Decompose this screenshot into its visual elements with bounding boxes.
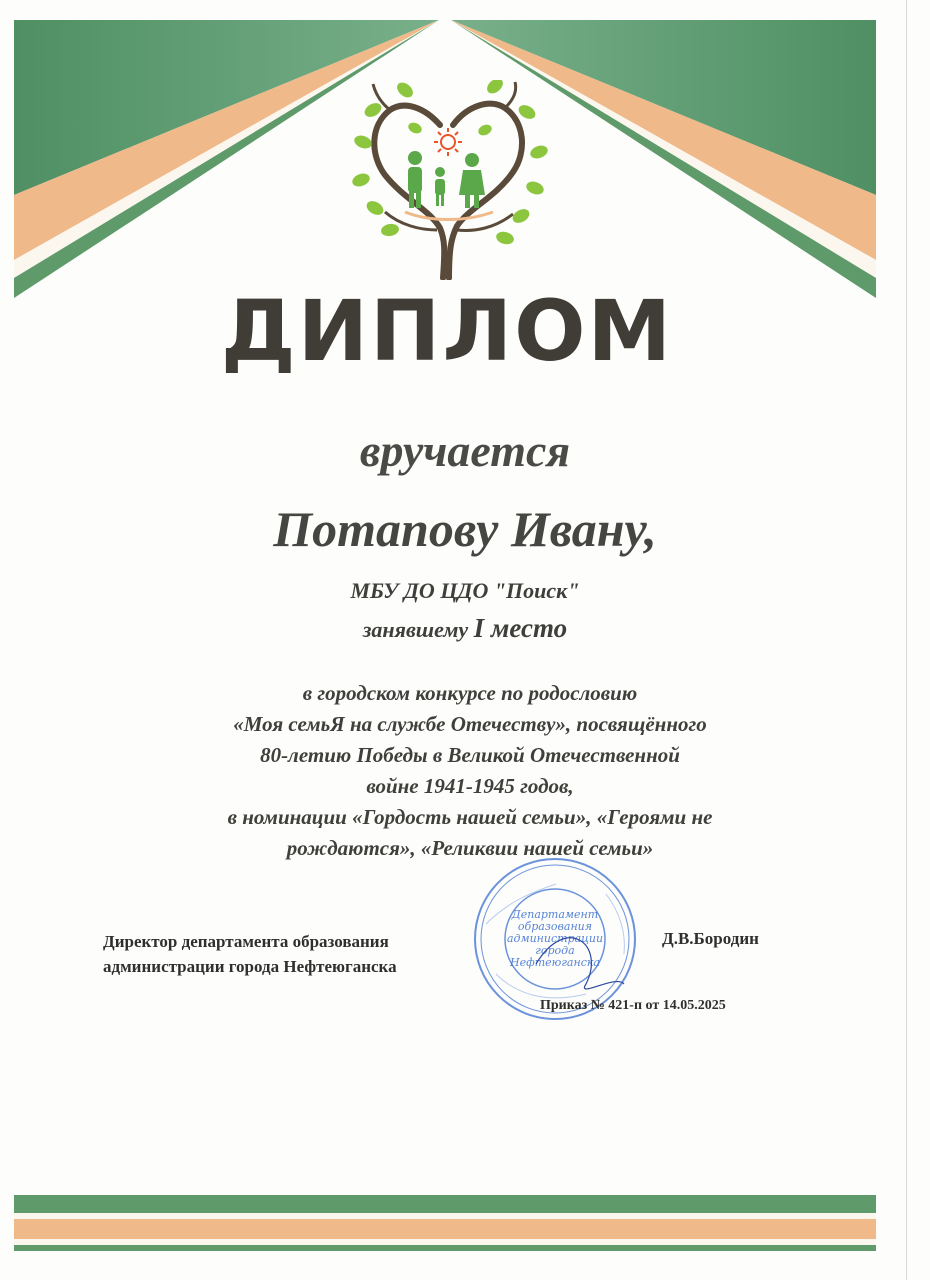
description-line: 80-летию Победы в Великой Отечественной — [260, 743, 680, 767]
place-line — [0, 613, 930, 644]
contest-description — [100, 678, 840, 864]
description-line: рождаются», «Реликвии нашей семьи» — [286, 836, 654, 860]
signatory-title — [103, 929, 397, 979]
awarded-line: вручается — [359, 425, 571, 476]
family-tree-logo — [345, 80, 555, 280]
scan-edge — [906, 0, 907, 1280]
description-line: в номинации «Гордость нашей семьи», «Героями не — [227, 805, 713, 829]
signatory-name: Д.В.Бородин — [662, 929, 759, 948]
place-value: I место — [473, 613, 568, 643]
description-line: войне 1941-1945 годов, — [366, 774, 574, 798]
stamp-line: администрации — [506, 932, 604, 945]
stamp-line: Департамент — [511, 908, 599, 921]
description-line: «Моя семьЯ на службе Отечеству», посвящённого — [233, 712, 707, 736]
place-prefix: занявшему — [362, 617, 474, 642]
recipient-name: Потапову Ивану, — [273, 501, 657, 557]
organization: МБУ ДО ЦДО "Поиск" — [350, 578, 580, 603]
description-line: в городском конкурсе по родословию — [302, 681, 638, 705]
stamp-line: города — [535, 944, 575, 957]
svg-text:ДИПЛОМ: ДИПЛОМ — [220, 282, 674, 380]
bottom-decoration — [14, 1195, 876, 1251]
diploma-title — [0, 282, 930, 392]
order-reference: Приказ № 421-п от 14.05.2025 — [540, 998, 726, 1013]
stamp-line: образования — [517, 920, 593, 933]
signatory-title-line: Директор департамента образования — [103, 932, 389, 951]
stamp-line: Нефтеюганска — [510, 956, 600, 969]
signatory-title-line: администрации города Нефтеюганска — [103, 957, 397, 976]
